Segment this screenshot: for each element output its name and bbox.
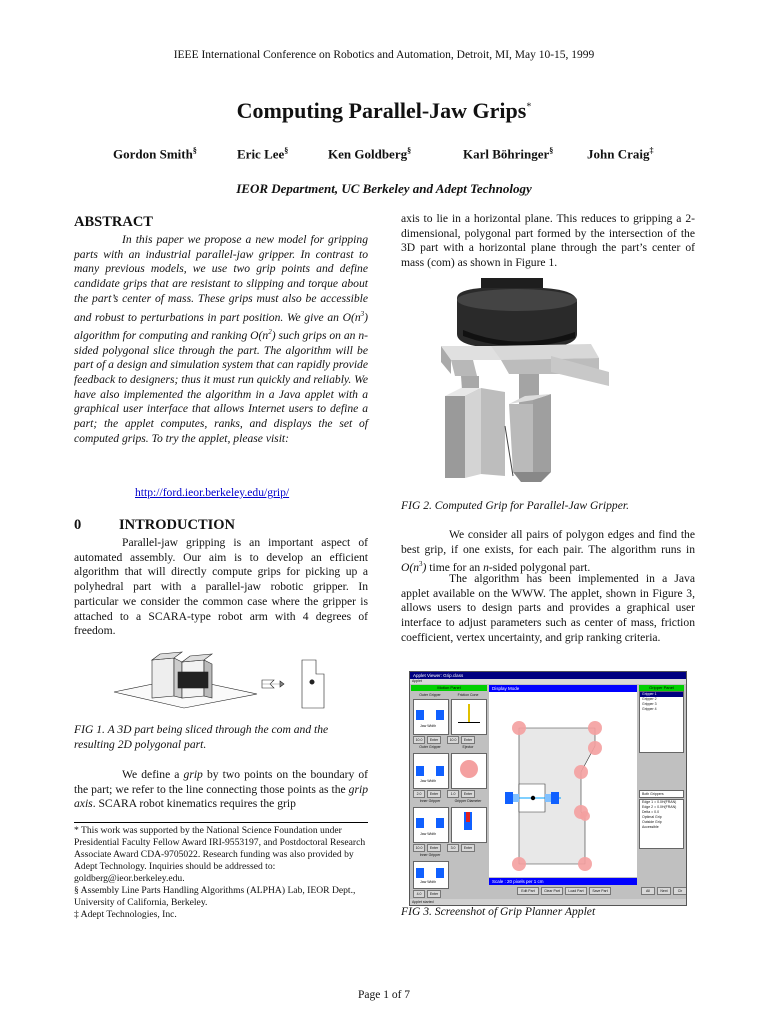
algorithm-text: We consider all pairs of polygon edges and find the best grip, if one exists, for each pair. The algorithm runs in $O(n^3)$ time for an n-sided polygonal part. bbox=[401, 528, 695, 575]
info-item: Edge 1 = 0.0H(FRAN) bbox=[642, 800, 677, 804]
author-mark: § bbox=[549, 146, 554, 155]
outer-gripper-preview-2[interactable] bbox=[413, 753, 449, 789]
enter-button[interactable]: Enter bbox=[461, 790, 475, 798]
conference-header: IEEE International Conference on Robotics and Automation, Detroit, MI, May 10-15, 1999 bbox=[173, 49, 595, 61]
text-part: by two points on the boundary of the part; we refer to the line connecting those points as the bbox=[74, 768, 368, 796]
title-text: Computing Parallel-Jaw Grips bbox=[236, 98, 527, 123]
applet-status-bar: Applet started bbox=[410, 899, 687, 905]
inner-gripper-label: Inner Gripper bbox=[419, 799, 441, 803]
jaw-width-label: Jaw Width bbox=[420, 880, 437, 884]
clear-part-button[interactable]: Clear Part bbox=[541, 887, 563, 895]
enter-button[interactable]: Enter bbox=[427, 790, 441, 798]
enter-button[interactable]: Enter bbox=[427, 844, 441, 852]
footnote-alpha-lab: § Assembly Line Parts Handling Algorithms (ALPHA) Lab, IEOR Dept., University of California, Berkeley. bbox=[74, 885, 356, 908]
abstract-part: ) such grips on an n-sided polygonal slice through the part. The algorithm will be part of a design and simulation system that can rapidly provide feedback to designers; thus it must run quickly and reliably. We have also implemented the algorithm in a Java applet with a graphical user interface that allows Internet users to define a part; the applet computes, ranks, and displays the set of computed grips. To try the applet, please visit: bbox=[74, 328, 368, 445]
author bbox=[113, 146, 197, 162]
author bbox=[328, 146, 411, 162]
display-panel bbox=[489, 685, 637, 897]
author-mark: § bbox=[407, 146, 412, 155]
fig2-gripper-illustration bbox=[401, 276, 695, 498]
load-part-button[interactable]: Load Part bbox=[565, 887, 587, 895]
gripper-panel bbox=[639, 685, 684, 897]
save-part-button[interactable]: Save Part bbox=[589, 887, 611, 895]
author-name: Gordon Smith bbox=[113, 146, 193, 162]
gripper-diameter-label: Gripper Diameter bbox=[454, 799, 482, 803]
info-item: Edge 2 = 0.0H(FRAN) bbox=[642, 805, 677, 809]
gripper-panel-title: Gripper Panel bbox=[639, 685, 684, 691]
paper-title bbox=[0, 98, 768, 124]
author bbox=[237, 146, 288, 162]
edit-part-button[interactable]: Edit Part bbox=[517, 887, 539, 895]
clear-button[interactable]: Clr bbox=[673, 887, 687, 895]
complexity: O(n bbox=[401, 561, 420, 575]
outer-gripper-label: Outer Gripper bbox=[419, 693, 441, 697]
grip-planner-applet bbox=[409, 671, 687, 906]
ejector-label: Ejector bbox=[462, 745, 474, 749]
author-mark: § bbox=[192, 146, 197, 155]
fig1-caption: FIG 1. A 3D part being sliced through the com and the resulting 2D polygonal part. bbox=[74, 723, 329, 751]
intro-heading: INTRODUCTION bbox=[119, 517, 236, 533]
info-item: Outside Grip bbox=[642, 820, 662, 824]
footnote-funding: * This work was supported by the National Science Foundation under Presidential Faculty Fellow Award IRI-9553197, and Postdoctoral Research Associate Award CDA-9705022. Research funding was also provided by Adept Technology. Inquiries should be addressed to: goldberg@ieor.berkeley.edu. bbox=[74, 825, 366, 884]
author-mark: ‡ bbox=[649, 146, 654, 155]
fig1-illustration bbox=[112, 648, 352, 710]
intro-number: 0 bbox=[74, 517, 82, 533]
ejector-preview[interactable] bbox=[451, 753, 487, 789]
text-part: . SCARA robot kinematics requires the grip bbox=[92, 797, 296, 811]
abstract-part: ) algorithm for computing and ranking O(n bbox=[74, 310, 368, 342]
gripper-list[interactable] bbox=[639, 691, 684, 753]
text-part: -sided polygonal part. bbox=[488, 561, 591, 575]
friction-cone-label: Friction Cone bbox=[457, 693, 479, 697]
fig2-caption: FIG 2. Computed Grip for Parallel-Jaw Gripper. bbox=[401, 499, 629, 512]
info-item: Optimal Grip bbox=[642, 815, 662, 819]
author-name: John Craig bbox=[587, 146, 650, 162]
author bbox=[587, 146, 653, 162]
term-grip: grip bbox=[183, 768, 203, 781]
footnote-adept: ‡ Adept Technologies, Inc. bbox=[74, 909, 177, 920]
text-part: We consider all pairs of polygon edges and find the best grip, if one exists, for each pair. The algorithm runs in bbox=[401, 528, 695, 556]
motion-panel-title: Motion Panel bbox=[411, 685, 487, 691]
abstract-sup: 3 bbox=[360, 309, 365, 318]
inner-gripper-preview-2[interactable] bbox=[413, 861, 449, 889]
text-part: We define a bbox=[122, 768, 184, 781]
applet-menu[interactable]: Applet bbox=[410, 679, 686, 684]
grip-info-list bbox=[639, 799, 684, 849]
jaw-width-label: Jaw Width bbox=[420, 724, 437, 728]
outer-gripper-preview[interactable] bbox=[413, 699, 449, 735]
enter-button[interactable]: Enter bbox=[461, 844, 475, 852]
display-mode-title: Display Mode bbox=[489, 685, 637, 692]
friction-cone-preview[interactable] bbox=[451, 699, 487, 735]
abstract-part: In this paper we propose a new model for gripping parts with an industrial parallel-jaw gripper. In contrast to many previous models, we use two grip points and define candidate grips that are resistant to slipping and torque about the part’s center of mass. These grips must also be accessible and robust to perturbations in part position. We give an O(n bbox=[74, 233, 368, 324]
info-item: Delta = 0.0 bbox=[642, 810, 660, 814]
gripper-diameter-preview[interactable] bbox=[451, 807, 487, 843]
term-grip-axis: grip axis bbox=[74, 782, 368, 811]
enter-button[interactable]: Enter bbox=[427, 736, 441, 744]
abstract-text bbox=[74, 233, 368, 447]
gripper-list-item[interactable]: Gripper 1 bbox=[640, 692, 683, 697]
jaw-width-label: Jaw Width bbox=[420, 832, 437, 836]
gripper-list-item[interactable]: Gripper 2 bbox=[642, 697, 657, 701]
term-n: n bbox=[483, 561, 489, 575]
all-button[interactable]: All bbox=[641, 887, 655, 895]
author bbox=[463, 146, 553, 162]
gripper-list-item[interactable]: Gripper 4 bbox=[642, 707, 657, 711]
applet-description-text: The algorithm has been implemented in a Java applet available on the WWW. The applet, shown in Figure 3, allows users to design parts and provides a graphical user interface to adjust parameters such as center of mass, friction coefficient, vertex uncertainty, and grip ranking criteria. bbox=[401, 572, 695, 644]
author-name: Eric Lee bbox=[237, 146, 285, 162]
outer-gripper-label: Outer Gripper bbox=[419, 745, 441, 749]
gripper-list-item[interactable]: Gripper 3 bbox=[642, 702, 657, 706]
part-display-canvas[interactable] bbox=[489, 692, 637, 877]
gripper-select[interactable]: Both Grippers bbox=[639, 790, 684, 798]
complexity-sup: 3 bbox=[419, 560, 423, 569]
jaw-width-label: Jaw Width bbox=[420, 779, 437, 783]
inner-gripper-preview[interactable] bbox=[413, 807, 449, 843]
author-name: Ken Goldberg bbox=[328, 146, 408, 162]
footnote-rule bbox=[74, 822, 368, 823]
applet-window-title: Applet Viewer: Grip.class bbox=[410, 672, 686, 679]
scale-label: Scale : 20 pixels per 1 cm bbox=[489, 878, 637, 885]
next-button[interactable]: Next bbox=[657, 887, 671, 895]
grip-definition-text bbox=[74, 768, 368, 812]
author-name: Karl Böhringer bbox=[463, 146, 550, 162]
text-part: time for an bbox=[426, 561, 484, 575]
motion-panel: Motion Panel Outer Gripper Friction Cone Jaw Width 10.0 Enter 10.0 Enter Outer Gripper Ejector Jaw Width 2.0 Enter 1.0 Enter Inner Gripper Gripper Diameter Jaw Width 10.0 Enter 3.0 Enter Inner Gripper Jaw Width 4.0 Enter bbox=[411, 685, 487, 897]
abstract-heading: ABSTRACT bbox=[74, 214, 153, 230]
abstract-sup: 2 bbox=[268, 328, 272, 337]
affiliation: IEOR Department, UC Berkeley and Adept Technology bbox=[236, 181, 532, 196]
intro-text: Parallel-jaw gripping is an important aspect of automated assembly. Our aim is to develop an efficient algorithm that will directly compute grips for picking up a polyhedral part with a parallel-jaw robotic gripper. In particular we consider the common case where the gripper is attached to a SCARA-type robot arm with 4 degrees of freedom. bbox=[74, 536, 368, 638]
author-mark: § bbox=[284, 146, 289, 155]
fig3-caption: FIG 3. Screenshot of Grip Planner Applet bbox=[401, 905, 596, 918]
info-item: Accessible bbox=[642, 825, 659, 829]
applet-url-link[interactable]: http://ford.ieor.berkeley.edu/grip/ bbox=[135, 486, 290, 499]
title-footnote-mark: * bbox=[526, 101, 532, 113]
enter-button[interactable]: Enter bbox=[427, 890, 441, 898]
footnotes bbox=[74, 825, 370, 921]
gripping-plane-text: axis to lie in a horizontal plane. This reduces to gripping a 2-dimensional, polygonal part formed by the intersection of the 3D part with a horizontal plane through the part’s center of mass (com) as shown in Figure 1. bbox=[401, 212, 695, 270]
inner-gripper-label: Inner Gripper bbox=[419, 853, 441, 857]
page-number: Page 1 of 7 bbox=[357, 989, 411, 1001]
enter-button[interactable]: Enter bbox=[461, 736, 475, 744]
